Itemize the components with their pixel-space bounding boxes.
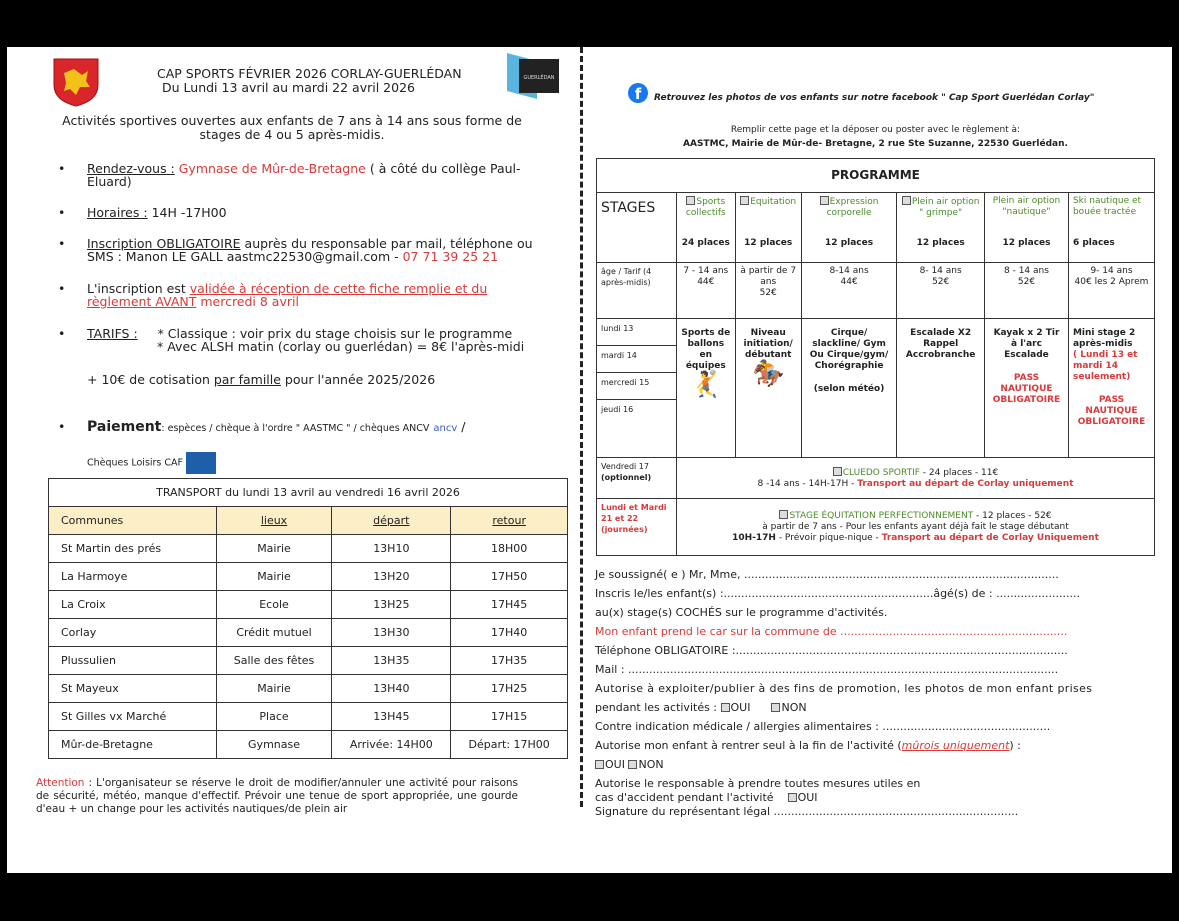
stage-places: 12 places: [916, 238, 965, 248]
transport-column-header: Communes: [49, 507, 217, 535]
svg-text:GUERLÉDAN: GUERLÉDAN: [523, 75, 555, 81]
day-label: lundi 13: [597, 319, 676, 346]
tarifs-item: • TARIFS : * Classique : voir prix du stage choisis sur le programme * Avec ALSH matin (corlay ou guerlédan) = 8€ l'après-midi: [62, 327, 552, 353]
send-instructions: Remplir cette page et la déposer ou poster avec le règlement à: AASTMC, Mairie de Mûr-de- Bretagne, 2 rue Ste Suzanne, 22530 Guerlédan.: [683, 125, 1068, 149]
transport-cell: St Mayeux: [49, 675, 217, 703]
child-name-field[interactable]: Inscris le/les enfant(s) :............................................................âgé(s) de : ........................: [595, 587, 1080, 600]
stage-header[interactable]: [677, 193, 736, 263]
age-label: âge / Tarif (4 après-midis): [597, 263, 677, 319]
transport-cell: Mairie: [216, 535, 332, 563]
transport-cell: Mairie: [216, 563, 332, 591]
transport-table: [48, 478, 568, 759]
transport-cell: 17H15: [451, 703, 568, 731]
title-line-1: CAP SPORTS FÉVRIER 2026 CORLAY-GUERLÉDAN: [157, 66, 462, 81]
stage-content: Niveau initiation/ débutant 🏇: [735, 319, 801, 458]
perf-row: STAGE ÉQUITATION PERFECTIONNEMENT - 12 places - 52€ à partir de 7 ans - Pour les enfants ayant déjà fait le stage débutant 10H-17H - Prévoir pique-nique - Transport au départ de Corlay Uniquement: [677, 499, 1155, 556]
day-label: mercredi 15: [597, 373, 676, 400]
transport-cell: Mûr-de-Bretagne: [49, 731, 217, 759]
stage-name: Equitation: [750, 197, 797, 207]
guerledan-logo: [507, 53, 559, 99]
stage-age-price: 9- 14 ans 40€ les 2 Aprem: [1068, 263, 1154, 319]
transport-row: [49, 535, 568, 563]
emergency-option: cas d'accident pendant l'activité OUI: [595, 791, 818, 804]
transport-cell: Mairie: [216, 675, 332, 703]
registration-form: [595, 565, 1155, 819]
photo-oui-checkbox[interactable]: [721, 703, 730, 712]
stage-places: 12 places: [744, 238, 793, 248]
stage-name: Sports collectifs: [685, 197, 726, 218]
day-label: mardi 14: [597, 346, 676, 373]
home-non-checkbox[interactable]: [628, 760, 637, 769]
document-page: [7, 47, 1172, 873]
stage-age-price: 8 - 14 ans 52€: [984, 263, 1068, 319]
stage-header[interactable]: [984, 193, 1068, 263]
transport-row: [49, 647, 568, 675]
transport-column-header: départ: [332, 507, 451, 535]
caf-text: Chèques Loisirs CAF: [87, 452, 216, 474]
paiement-item: • Paiement: espèces / chèque à l'ordre " AASTMC " / chèques ANCV ancv /: [62, 420, 552, 435]
programme-title: PROGRAMME: [597, 159, 1155, 193]
horaires-item: • Horaires : 14H -17H00: [62, 206, 552, 219]
phone-field[interactable]: Téléphone OBLIGATOIRE :...............................................................................................: [595, 644, 1068, 657]
attention-note: Attention : L'organisateur se réserve le droit de modifier/annuler une activité pour raisons de sécurité, météo, manque d'effectif. Prévoir une tenue de sport appropriée, une gourde d'eau + un change pour les activités nautiques/de plein air: [36, 777, 518, 815]
friday-label: Vendredi 17 (optionnel): [597, 458, 677, 499]
transport-cell: La Croix: [49, 591, 217, 619]
transport-cell: 17H35: [451, 647, 568, 675]
transport-cell: 13H45: [332, 703, 451, 731]
programme-table: [596, 158, 1155, 556]
coat-of-arms-logo: [50, 57, 102, 107]
mail-field[interactable]: Mail : ...........................................................................................................................: [595, 663, 1059, 676]
stage-checkbox[interactable]: [740, 196, 749, 205]
stage-content: Mini stage 2 après-midis ( Lundi 13 et mardi 14 seulement) PASS NAUTIQUE OBLIGATOIRE: [1068, 319, 1154, 458]
facebook-icon: f: [628, 83, 648, 103]
stage-places: 12 places: [1002, 238, 1051, 248]
stage-content: Sports de ballons en équipes 🤾: [677, 319, 736, 458]
transport-cell: Arrivée: 14H00: [332, 731, 451, 759]
days-column: [597, 319, 677, 458]
inscription-item: • Inscription OBLIGATOIRE auprès du responsable par mail, téléphone ou SMS : Manon LE GALL aastmc22530@gmail.com - 07 71 39 25 21: [62, 237, 552, 263]
transport-row: [49, 619, 568, 647]
emergency-text: Autorise le responsable à prendre toutes mesures utiles en: [595, 777, 921, 790]
photo-consent-options: pendant les activités : OUI NON: [595, 701, 807, 714]
stage-content: Kayak x 2 Tir à l'arc Escalade PASS NAUTIQUE OBLIGATOIRE: [984, 319, 1068, 458]
transport-cell: 13H40: [332, 675, 451, 703]
stage-name: Expression corporelle: [826, 197, 879, 218]
transport-cell: 13H35: [332, 647, 451, 675]
caf-logo: [186, 452, 216, 474]
title-line-2: Du Lundi 13 avril au mardi 22 avril 2026: [162, 80, 415, 95]
photo-consent-text: Autorise à exploiter/publier à des fins de promotion, les photos de mon enfant prises: [595, 682, 1093, 695]
stage-name: Plein air option "nautique": [992, 196, 1061, 217]
perf-checkbox[interactable]: [779, 510, 788, 519]
stage-name: Ski nautique et bouée tractée: [1072, 196, 1142, 217]
handball-player-icon: 🤾: [689, 370, 722, 400]
rendezvous-item: • Rendez-vous : Gymnase de Mûr-de-Bretagne ( à côté du collège Paul-Eluard): [62, 162, 552, 188]
stage-age-price: 7 - 14 ans 44€: [677, 263, 736, 319]
stage-age-price: 8- 14 ans 52€: [897, 263, 985, 319]
stage-age-price: 8-14 ans 44€: [801, 263, 897, 319]
stage-places: 24 places: [681, 238, 730, 248]
stage-places: 12 places: [825, 238, 874, 248]
transport-column-header: lieux: [216, 507, 332, 535]
document-title: [157, 67, 462, 95]
cluedo-row: CLUEDO SPORTIF - 24 places - 11€ 8 -14 ans - 14H-17H - Transport au départ de Corlay uniquement: [677, 458, 1155, 499]
cluedo-checkbox[interactable]: [833, 467, 842, 476]
ancv-logo: ancv: [433, 423, 458, 434]
bus-commune-field[interactable]: Mon enfant prend le car sur la commune de .................................................................: [595, 625, 1068, 638]
transport-column-header: retour: [451, 507, 568, 535]
emergency-oui-checkbox[interactable]: [788, 793, 797, 802]
transport-cell: La Harmoye: [49, 563, 217, 591]
intro-text: Activités sportives ouvertes aux enfants de 7 ans à 14 ans sous forme de stages de 4 ou 5 après-midis.: [62, 113, 522, 142]
transport-row: [49, 703, 568, 731]
medical-field[interactable]: Contre indication médicale / allergies alimentaires : ................................................: [595, 720, 1051, 733]
transport-cell: 17H50: [451, 563, 568, 591]
stage-name: Plein air option " grimpe": [911, 197, 980, 218]
form-text: au(x) stage(s) COCHÉS sur le programme d'activités.: [595, 606, 888, 619]
transport-cell: St Martin des prés: [49, 535, 217, 563]
transport-cell: Crédit mutuel: [216, 619, 332, 647]
transport-cell: 17H25: [451, 675, 568, 703]
parent-name-field[interactable]: Je soussigné( e ) Mr, Mme, ..........................................................................................: [595, 568, 1059, 581]
transport-cell: Corlay: [49, 619, 217, 647]
transport-cell: 18H00: [451, 535, 568, 563]
transport-row: [49, 675, 568, 703]
day-label: jeudi 16: [601, 405, 634, 414]
transport-cell: Gymnase: [216, 731, 332, 759]
signature-field[interactable]: Signature du représentant légal ......................................................................: [595, 805, 1019, 818]
transport-cell: 13H10: [332, 535, 451, 563]
perf-label: Lundi et Mardi 21 et 22 (journées): [597, 499, 677, 556]
transport-cell: Place: [216, 703, 332, 731]
stage-age-price: à partir de 7 ans 52€: [735, 263, 801, 319]
validation-item: • L'inscription est validée à réception de cette fiche remplie et du règlement AVANT mercredi 8 avril: [62, 282, 552, 308]
transport-cell: 17H40: [451, 619, 568, 647]
stage-header[interactable]: [735, 193, 801, 263]
stage-places: 6 places: [1072, 238, 1115, 248]
transport-row: [49, 563, 568, 591]
stage-content: Cirque/ slackline/ Gym Ou Cirque/gym/ Chorégraphie (selon météo): [801, 319, 897, 458]
stage-checkbox[interactable]: [820, 196, 829, 205]
transport-cell: St Gilles vx Marché: [49, 703, 217, 731]
transport-cell: Salle des fêtes: [216, 647, 332, 675]
stage-checkbox[interactable]: [686, 196, 695, 205]
transport-cell: 13H30: [332, 619, 451, 647]
transport-title: TRANSPORT du lundi 13 avril au vendredi 16 avril 2026: [49, 479, 568, 507]
stage-checkbox[interactable]: [902, 196, 911, 205]
transport-row: [49, 591, 568, 619]
transport-header-row: [49, 507, 568, 535]
transport-cell: Départ: 17H00: [451, 731, 568, 759]
go-home-options: OUI NON: [595, 755, 1155, 774]
transport-cell: 17H45: [451, 591, 568, 619]
transport-cell: Plussulien: [49, 647, 217, 675]
stage-content: Escalade X2 Rappel Accrobranche: [897, 319, 985, 458]
cotisation-text: + 10€ de cotisation par famille pour l'année 2025/2026: [87, 372, 436, 387]
transport-cell: Ecole: [216, 591, 332, 619]
stage-header[interactable]: [801, 193, 897, 263]
photo-non-checkbox[interactable]: [771, 703, 780, 712]
transport-cell: 13H25: [332, 591, 451, 619]
home-oui-checkbox[interactable]: [595, 760, 604, 769]
stage-header[interactable]: [1068, 193, 1154, 263]
stages-label: STAGES: [597, 193, 677, 263]
horse-rider-icon: 🏇: [752, 359, 785, 389]
stage-header[interactable]: [897, 193, 985, 263]
transport-row: [49, 731, 568, 759]
transport-cell: 13H20: [332, 563, 451, 591]
facebook-note: Retrouvez les photos de vos enfants sur notre facebook " Cap Sport Guerlédan Corlay": [654, 93, 1095, 103]
go-home-alone-text: Autorise mon enfant à rentrer seul à la fin de l'activité (mûrois uniquement) :: [595, 739, 1021, 752]
cut-line-divider: [580, 47, 583, 807]
